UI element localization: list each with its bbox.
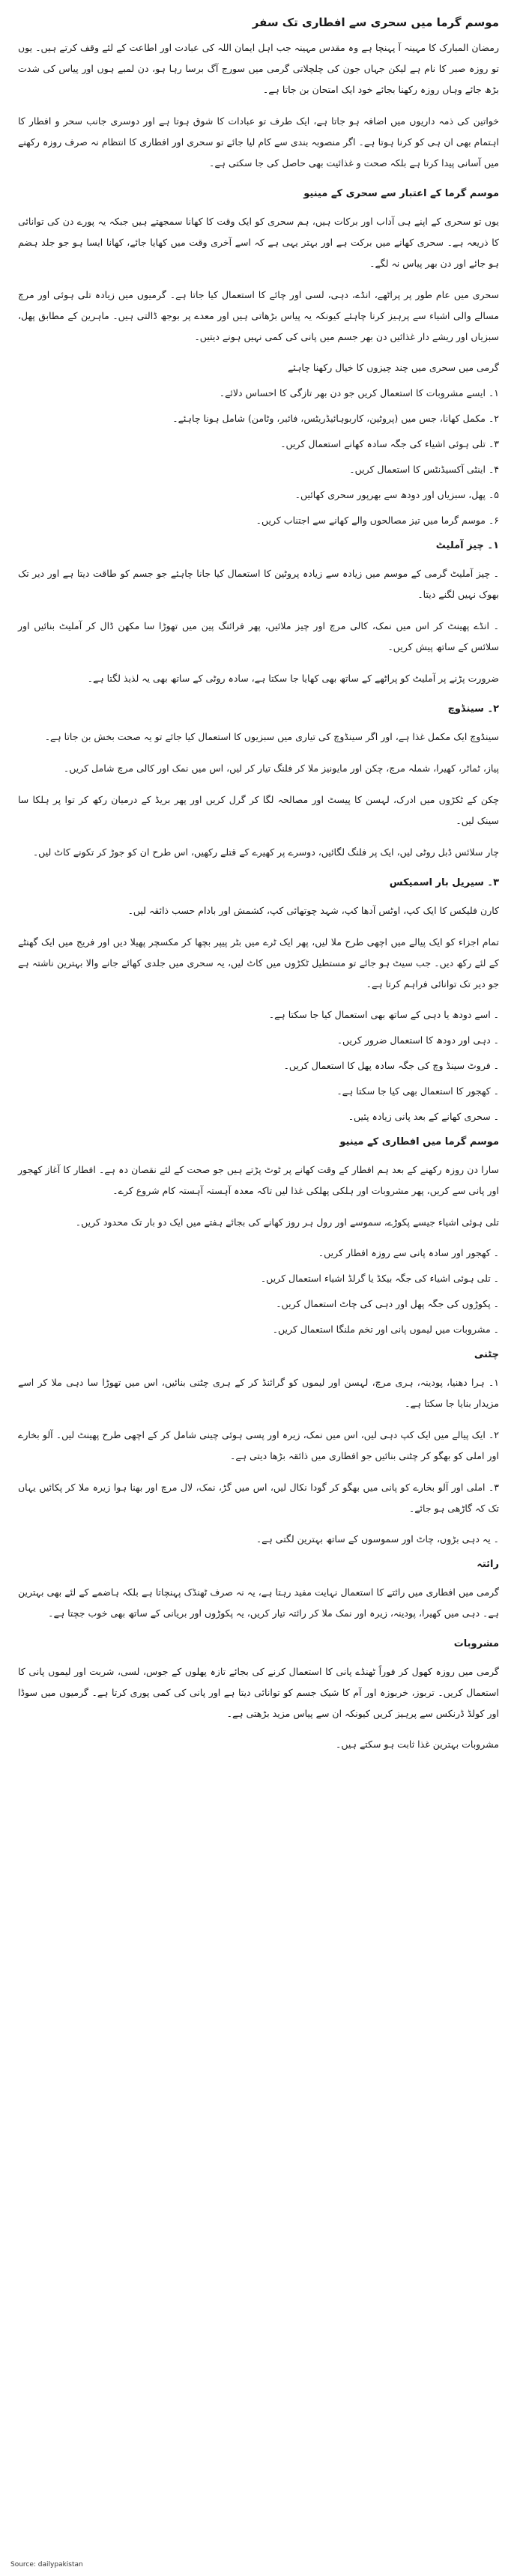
article-title: موسم گرما میں سحری سے افطاری تک سفر — [252, 16, 499, 29]
chutney-paragraph: ۲۔ ایک پیالے میں ایک کپ دہی لیں، اس میں نمک، زیرہ اور پسی ہوئی چینی شامل کر کے اچھی طرح پھینٹ لیں۔ آلو بخارے اور املی کو بھگو کر چٹنی بنائیں جو افطاری میں ذائقہ بڑھا دیتی ہے۔ — [18, 1429, 499, 1461]
iftar-paragraph: سارا دن روزہ رکھنے کے بعد ہم افطار کے وقت کھانے پر ٹوٹ پڑتے ہیں جو صحت کے لئے نقصان دہ ہے۔ افطار کا آغاز کھجور اور پانی سے کریں، پھر مشروبات اور ہلکی پھلکی غذا لیں تاکہ معدہ آہستہ آہستہ کام شروع کرے۔ — [18, 1164, 499, 1196]
recipe-title-cheese-omelette: ۱۔ چیز آملیٹ — [435, 540, 499, 551]
recipe-paragraph: چکن کے ٹکڑوں میں ادرک، لہسن کا پیسٹ اور مصالحہ لگا کر گرل کریں اور پھر بریڈ کے درمیان رکھ کر توا پر ہلکا سا سینک لیں۔ — [18, 794, 499, 826]
raita-paragraph: گرمی میں افطاری میں رائتے کا استعمال نہایت مفید رہتا ہے، یہ نہ صرف ٹھنڈک پہنچاتا ہے بلکہ ہاضمے کے لئے بھی بہترین ہے۔ دہی میں کھیرا، پودینہ، زیرہ اور نمک ملا کر رائتہ تیار کریں، یہ پکوڑوں اور بریانی کے ساتھ بھی خوب جچتا ہے۔ — [18, 1586, 499, 1619]
recipe-title-sandwich: ۲۔ سینڈوچ — [447, 703, 499, 715]
raita-heading: رائتہ — [477, 1559, 499, 1570]
sehri-tip-item: ۔ کھجور کا استعمال بھی کیا جا سکتا ہے۔ — [336, 1085, 499, 1097]
sehri-tip-item: ۔ فروٹ سینڈ وچ کی جگہ سادہ پھل کا استعمال کریں۔ — [283, 1060, 499, 1071]
sehri-menu-heading: موسم گرما کے اعتبار سے سحری کے مینیو — [303, 188, 499, 199]
sehri-paragraph: سحری میں عام طور پر پراٹھے، انڈے، دہی، لسی اور چائے کا استعمال کیا جاتا ہے۔ گرمیوں میں زیادہ تلی ہوئی اور مرچ مسالے والی اشیاء سے پرہیز کرنا چاہئے کیونکہ یہ پیاس بڑھاتی ہیں اور معدے پر بوجھ ڈالتی ہیں۔ ماہرین کے مطابق پھل، سبزیاں اور ریشے دار غذائیں دن بھر جسم میں پانی کی کمی نہیں ہونے دیتیں۔ — [18, 289, 499, 342]
sehri-paragraph: یوں تو سحری کے اپنے ہی آداب اور برکات ہیں، ہم سحری کو ایک وقت کا کھانا سمجھتے ہیں جبکہ یہ پورے دن کی توانائی کا ذریعہ ہے۔ سحری کھانے میں برکت ہے اور بہتر یہی ہے کہ اسے آخری وقت میں کھایا جائے، کھانا ایسا ہو جو جلد ہضم ہو جائے اور دن بھر پیاس نہ لگے۔ — [18, 216, 499, 269]
sehri-tip-item: ۳۔ تلی ہوئی اشیاء کی جگہ سادہ کھانے استعمال کریں۔ — [280, 438, 499, 449]
iftar-tip-item: ۔ مشروبات میں لیموں پانی اور تخم ملنگا استعمال کریں۔ — [272, 1324, 499, 1335]
recipe-title-cereal-bars: ۳۔ سیریل بار اسمیکس — [389, 877, 499, 888]
sehri-tip-item: ۔ سحری کھانے کے بعد پانی زیادہ پئیں۔ — [348, 1111, 499, 1122]
recipe-paragraph: کارن فلیکس کا ایک کپ، اوٹس آدھا کپ، شہد چوتھائی کپ، کشمش اور بادام حسب ذائقہ لیں۔ — [127, 905, 499, 916]
recipe-note: ضرورت پڑنے پر آملیٹ کو پراٹھے کے ساتھ بھی کھایا جا سکتا ہے، سادہ روٹی کے ساتھ بھی یہ لذیذ لگتا ہے۔ — [87, 673, 499, 684]
iftar-tip-item: ۔ تلی ہوئی اشیاء کی جگہ بیکڈ یا گرلڈ اشیاء استعمال کریں۔ — [260, 1273, 499, 1284]
drinks-heading: مشروبات — [453, 1638, 499, 1649]
iftar-menu-heading: موسم گرما میں افطاری کے مینیو — [339, 1136, 499, 1148]
sehri-tip-item: ۵۔ پھل، سبزیاں اور دودھ سے بھرپور سحری کھائیں۔ — [294, 489, 499, 500]
recipe-paragraph: ۔ چیز آملیٹ گرمی کے موسم میں زیادہ سے زیادہ پروٹین کا استعمال کیا جانا چاہئے جو جسم کو طاقت دیتا ہے اور دیر تک بھوک نہیں لگنے دیتا۔ — [18, 568, 499, 600]
sehri-tip-item: ۶۔ موسم گرما میں تیز مصالحوں والے کھانے سے اجتناب کریں۔ — [256, 515, 499, 526]
chutney-heading: چٹنی — [474, 1349, 499, 1360]
drinks-paragraph: مشروبات بہترین غذا ثابت ہو سکتے ہیں۔ — [336, 1739, 499, 1750]
recipe-paragraph: تمام اجزاء کو ایک پیالے میں اچھی طرح ملا لیں، پھر ایک ٹرے میں بٹر پیپر بچھا کر مکسچر پھیلا دیں اور فریج میں ایک گھنٹے کے لئے رکھ دیں۔ جب سیٹ ہو جائے تو مستطیل ٹکڑوں میں کاٹ لیں، یہ سحری میں جلدی کھائے جانے والا بہترین ناشتہ ہے جو دیر تک توانائی فراہم کرتا ہے۔ — [18, 936, 499, 990]
iftar-tip-item: ۔ پکوڑوں کی جگہ پھل اور دہی کی چاٹ استعمال کریں۔ — [276, 1298, 499, 1309]
sehri-tip-item: ۱۔ ایسے مشروبات کا استعمال کریں جو دن بھر تازگی کا احساس دلائے۔ — [219, 387, 499, 398]
intro-paragraph: رمضان المبارک کا مہینہ آ پہنچا ہے وہ مقدس مہینہ جب اہل ایمان اللہ کی عبادت اور اطاعت کے لئے وقف کرتے ہیں۔ یوں تو روزہ صبر کا نام ہے لیکن جہاں جون کی چلچلاتی گرمی میں سورج آگ برسا رہا ہو، دن لمبے ہوں اور پیاس کی شدت بڑھ جائے وہاں روزہ رکھنا بجائے خود ایک امتحان بن جاتا ہے۔ — [18, 42, 499, 95]
sehri-tip-item: ۲۔ مکمل کھانا، جس میں (پروٹین، کاربوہائیڈریٹس، فائبر، وٹامن) شامل ہونا چاہئے۔ — [172, 413, 499, 424]
recipe-paragraph: سینڈوچ ایک مکمل غذا ہے، اور اگر سینڈوچ کی تیاری میں سبزیوں کا استعمال کیا جائے تو یہ صحت بخش بن جاتا ہے۔ — [44, 731, 499, 742]
sehri-tips-intro: گرمی میں سحری میں چند چیزوں کا خیال رکھنا چاہئے — [287, 362, 499, 373]
sehri-tip-item: ۔ دہی اور دودھ کا استعمال ضرور کریں۔ — [336, 1034, 499, 1046]
drinks-paragraph: گرمی میں روزہ کھول کر فوراً ٹھنڈے پانی کا استعمال کرنے کی بجائے تازہ پھلوں کے جوس، لسی، شربت اور لیموں پانی کا استعمال کریں۔ تربوز، خربوزہ اور آم کا شیک جسم کو توانائی دیتا ہے اور پانی کی کمی پوری کرتا ہے۔ گرمیوں میں سوڈا اور کولڈ ڈرنکس سے پرہیز کریں کیونکہ ان سے پیاس مزید بڑھتی ہے۔ — [18, 1666, 499, 1719]
sehri-tip-item: ۴۔ اینٹی آکسیڈنٹس کا استعمال کریں۔ — [349, 464, 499, 475]
chutney-paragraph: ۱۔ ہرا دھنیا، پودینہ، ہری مرچ، لہسن اور لیموں کو گرائنڈ کر کے ہری چٹنی بنائیں، اس میں تھوڑا سا دہی ملا کر اسے مزیدار بنایا جا سکتا ہے۔ — [18, 1377, 499, 1409]
intro-paragraph: خواتین کی ذمہ داریوں میں اضافہ ہو جاتا ہے، ایک طرف تو عبادات کا شوق ہوتا ہے اور دوسری جانب سحر و افطار کا اہتمام بھی ان ہی کو کرنا ہوتا ہے۔ اگر منصوبہ بندی سے کام لیا جائے تو سحری اور افطاری کا انتظام نہ صرف روزہ رکھنے میں آسانی پیدا کرتا ہے بلکہ صحت و غذائیت بھی حاصل کی جا سکتی ہے۔ — [18, 115, 499, 169]
recipe-paragraph: ۔ اسے دودھ یا دہی کے ساتھ بھی استعمال کیا جا سکتا ہے۔ — [268, 1009, 499, 1020]
iftar-tip-item: ۔ کھجور اور سادہ پانی سے روزہ افطار کریں۔ — [318, 1247, 499, 1258]
chutney-paragraph: ۳۔ املی اور آلو بخارے کو پانی میں بھگو کر گودا نکال لیں، اس میں گڑ، نمک، لال مرچ اور بھنا ہوا زیرہ ملا کر پکائیں یہاں تک کہ گاڑھی ہو جائے۔ — [18, 1482, 499, 1514]
chutney-paragraph: ۔ یہ دہی بڑوں، چاٹ اور سموسوں کے ساتھ بہترین لگتی ہے۔ — [256, 1533, 499, 1545]
source-credit: Source: dailypakistan — [10, 2561, 83, 2569]
iftar-paragraph: تلی ہوئی اشیاء جیسے پکوڑے، سموسے اور رول ہر روز کھانے کی بجائے ہفتے میں ایک دو بار تک محدود کریں۔ — [75, 1216, 499, 1228]
recipe-paragraph: چار سلائس ڈبل روٹی لیں، ایک پر فلنگ لگائیں، دوسرے پر کھیرے کے قتلے رکھیں، اس طرح ان کو جوڑ کر تکونے کاٹ لیں۔ — [32, 846, 499, 858]
recipe-paragraph: ۔ انڈے پھینٹ کر اس میں نمک، کالی مرچ اور چیز ملائیں، پھر فرائنگ پین میں تھوڑا سا مکھن ڈال کر آملیٹ بنائیں اور سلائس کے ساتھ پیش کریں۔ — [18, 620, 499, 652]
recipe-paragraph: پیاز، ٹماٹر، کھیرا، شملہ مرچ، چکن اور مایونیز ملا کر فلنگ تیار کر لیں، اس میں نمک اور کالی مرچ شامل کریں۔ — [63, 763, 499, 774]
